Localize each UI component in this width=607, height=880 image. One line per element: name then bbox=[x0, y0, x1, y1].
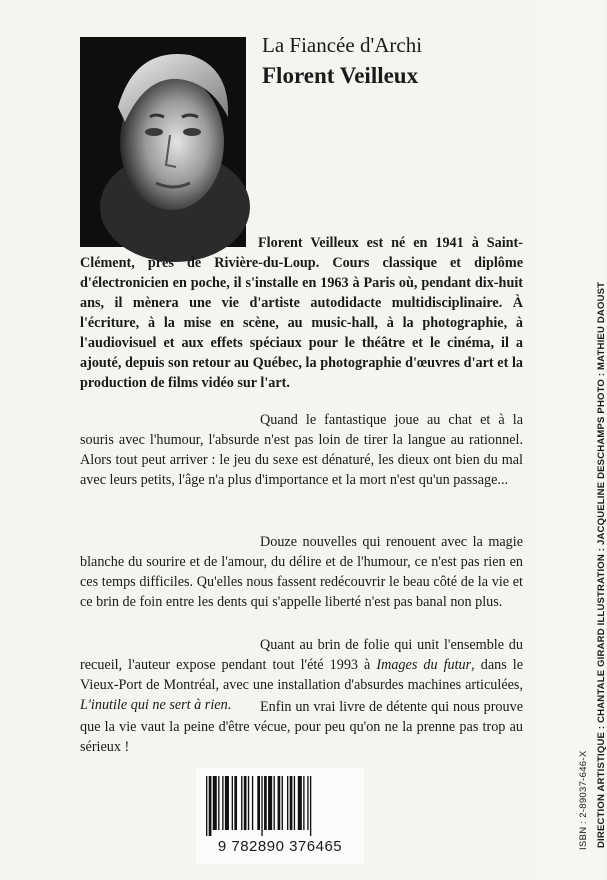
barcode-bar bbox=[287, 776, 288, 830]
barcode-bar bbox=[274, 776, 275, 830]
barcode-bar bbox=[244, 776, 247, 830]
blurb-paragraph-2: Douze nouvelles qui renouent avec la magie blanche du sourire et de l'amour, du délire et de l'humour, ce n'est pas rien en ces temps difficiles. Qu'elles nous fassent redécouvrir le beau côté de la vie et ce brin de foin entre les dents qui s'appelle liberté n'est pas banal non plus. bbox=[80, 534, 523, 610]
installation-title: L'inutile qui ne sert à rien bbox=[80, 697, 228, 713]
barcode-bar bbox=[261, 776, 262, 836]
barcode-bar bbox=[225, 776, 229, 830]
barcode-bar bbox=[290, 776, 293, 830]
barcode-bar bbox=[307, 776, 308, 830]
barcode-bar bbox=[232, 776, 233, 830]
author-name: Florent Veilleux bbox=[262, 63, 419, 88]
credits-text: DIRECTION ARTISTIQUE : CHANTALE GIRARD ILLUSTRATION : JACQUELINE DESCHAMPS PHOTO : MATHIEU DAOUST bbox=[596, 281, 607, 848]
blurb-paragraph-4: Enfin un vrai livre de détente qui nous prouve que la vie vaut la peine d'être vécue, pour peu qu'on ne la prenne pas trop au sérieux ! bbox=[80, 699, 523, 755]
barcode-bar bbox=[241, 776, 242, 830]
barcode-bar bbox=[257, 776, 260, 830]
author-photo bbox=[80, 37, 246, 247]
p3-text-c: . bbox=[227, 697, 232, 713]
barcode-bar bbox=[310, 776, 311, 836]
barcode-bar bbox=[298, 776, 302, 830]
exhibition-title: Images du futur bbox=[376, 657, 472, 673]
barcode-bars bbox=[204, 776, 356, 836]
spine-strip bbox=[538, 0, 605, 880]
barcode-number: 9 782890 376465 bbox=[217, 838, 343, 855]
blurb-paragraph-1: Quand le fantastique joue au chat et à la souris avec l'humour, l'absurde n'est pas loin de tirer la langue au rationnel. Alors tout peut arriver : le jeu du sexe est dénaturé, les dieux ont bien du mal avec leurs petits, l'âge n'a plus d'importance et la mort n'est qu'un passage... bbox=[80, 412, 523, 488]
barcode-bar bbox=[234, 776, 237, 830]
book-title: La Fiancée d'Archi bbox=[262, 33, 423, 57]
p3-text-b: , dans le Vieux-Port de Montréal, avec une installation d'absurdes machines articulées, bbox=[80, 657, 524, 693]
barcode-bar bbox=[218, 776, 219, 830]
barcode-bar bbox=[222, 776, 223, 830]
barcode-bar bbox=[252, 776, 253, 830]
barcode-bar bbox=[209, 776, 212, 836]
title-block bbox=[262, 34, 522, 89]
barcode bbox=[196, 768, 364, 864]
isbn-text: ISBN : 2-89037-646-X bbox=[578, 750, 589, 850]
p3-text-a: Quant au brin de folie qui unit l'ensemble du recueil, l'auteur expose pendant tout l'été 1993 à bbox=[80, 637, 523, 673]
barcode-bar bbox=[206, 776, 207, 836]
barcode-bar bbox=[268, 776, 272, 830]
barcode-bar bbox=[213, 776, 217, 830]
barcode-bar bbox=[264, 776, 267, 830]
barcode-bar bbox=[278, 776, 281, 830]
barcode-bar bbox=[303, 776, 304, 830]
barcode-bar bbox=[294, 776, 295, 830]
barcode-bar bbox=[248, 776, 249, 830]
barcode-bar bbox=[282, 776, 283, 830]
author-bio: Florent Veilleux est né en 1941 à Saint-Clément, près de Rivière-du-Loup. Cours classique et diplôme d'électronicien en poche, il s'installe en 1963 à Paris où, pendant dix-huit ans, il mènera une vie d'artiste autodidacte multidisciplinaire. À l'écriture, à la mise en scène, au music-hall, à la photographie, à l'audiovisuel et aux effets spéciaux pour le théâtre et le cinéma, il a ajouté, depuis son retour au Québec, la photographie d'œuvres d'art et la production de films vidéo sur l'art. bbox=[80, 235, 523, 391]
